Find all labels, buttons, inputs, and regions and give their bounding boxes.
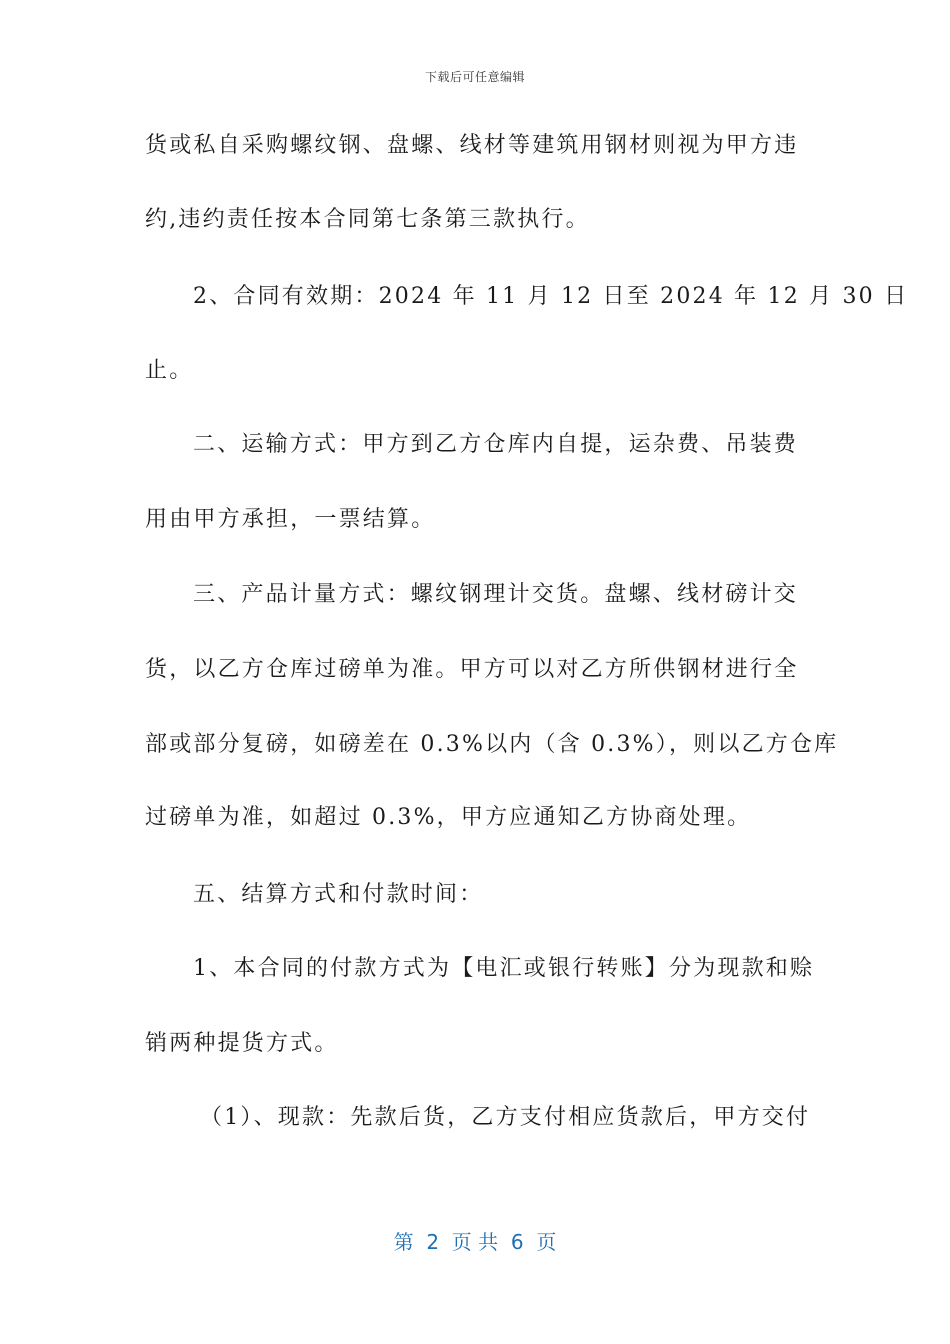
- paragraph-line: 货，以乙方仓库过磅单为准。甲方可以对乙方所供钢材进行全: [145, 657, 799, 682]
- paragraph-line: 2、合同有效期：2024 年 11 月 12 日至 2024 年 12 月 30 日: [193, 284, 909, 309]
- paragraph-line: 三、产品计量方式：螺纹钢理计交货。盘螺、线材磅计交: [193, 582, 799, 607]
- paragraph-line: 二、运输方式：甲方到乙方仓库内自提，运杂费、吊装费: [193, 432, 799, 457]
- paragraph-line: （1）、现款：先款后货，乙方支付相应货款后，甲方交付: [200, 1105, 811, 1130]
- paragraph-line: 五、结算方式和付款时间：: [193, 882, 484, 907]
- paragraph-line: 过磅单为准，如超过 0.3%，甲方应通知乙方协商处理。: [145, 805, 752, 830]
- paragraph-line: 约,违约责任按本合同第七条第三款执行。: [145, 207, 590, 232]
- paragraph-line: 货或私自采购螺纹钢、盘螺、线材等建筑用钢材则视为甲方违: [145, 133, 799, 158]
- page-number-footer: 第 2 页 共 6 页: [393, 1230, 557, 1254]
- header-note: 下载后可任意编辑: [424, 70, 525, 84]
- paragraph-line: 止。: [145, 358, 194, 383]
- paragraph-line: 1、本合同的付款方式为【电汇或银行转账】分为现款和赊: [193, 956, 815, 981]
- paragraph-line: 用由甲方承担，一票结算。: [145, 507, 436, 532]
- paragraph-line: 销两种提货方式。: [145, 1031, 339, 1056]
- paragraph-line: 部或部分复磅，如磅差在 0.3%以内（含 0.3%），则以乙方仓库: [145, 732, 839, 757]
